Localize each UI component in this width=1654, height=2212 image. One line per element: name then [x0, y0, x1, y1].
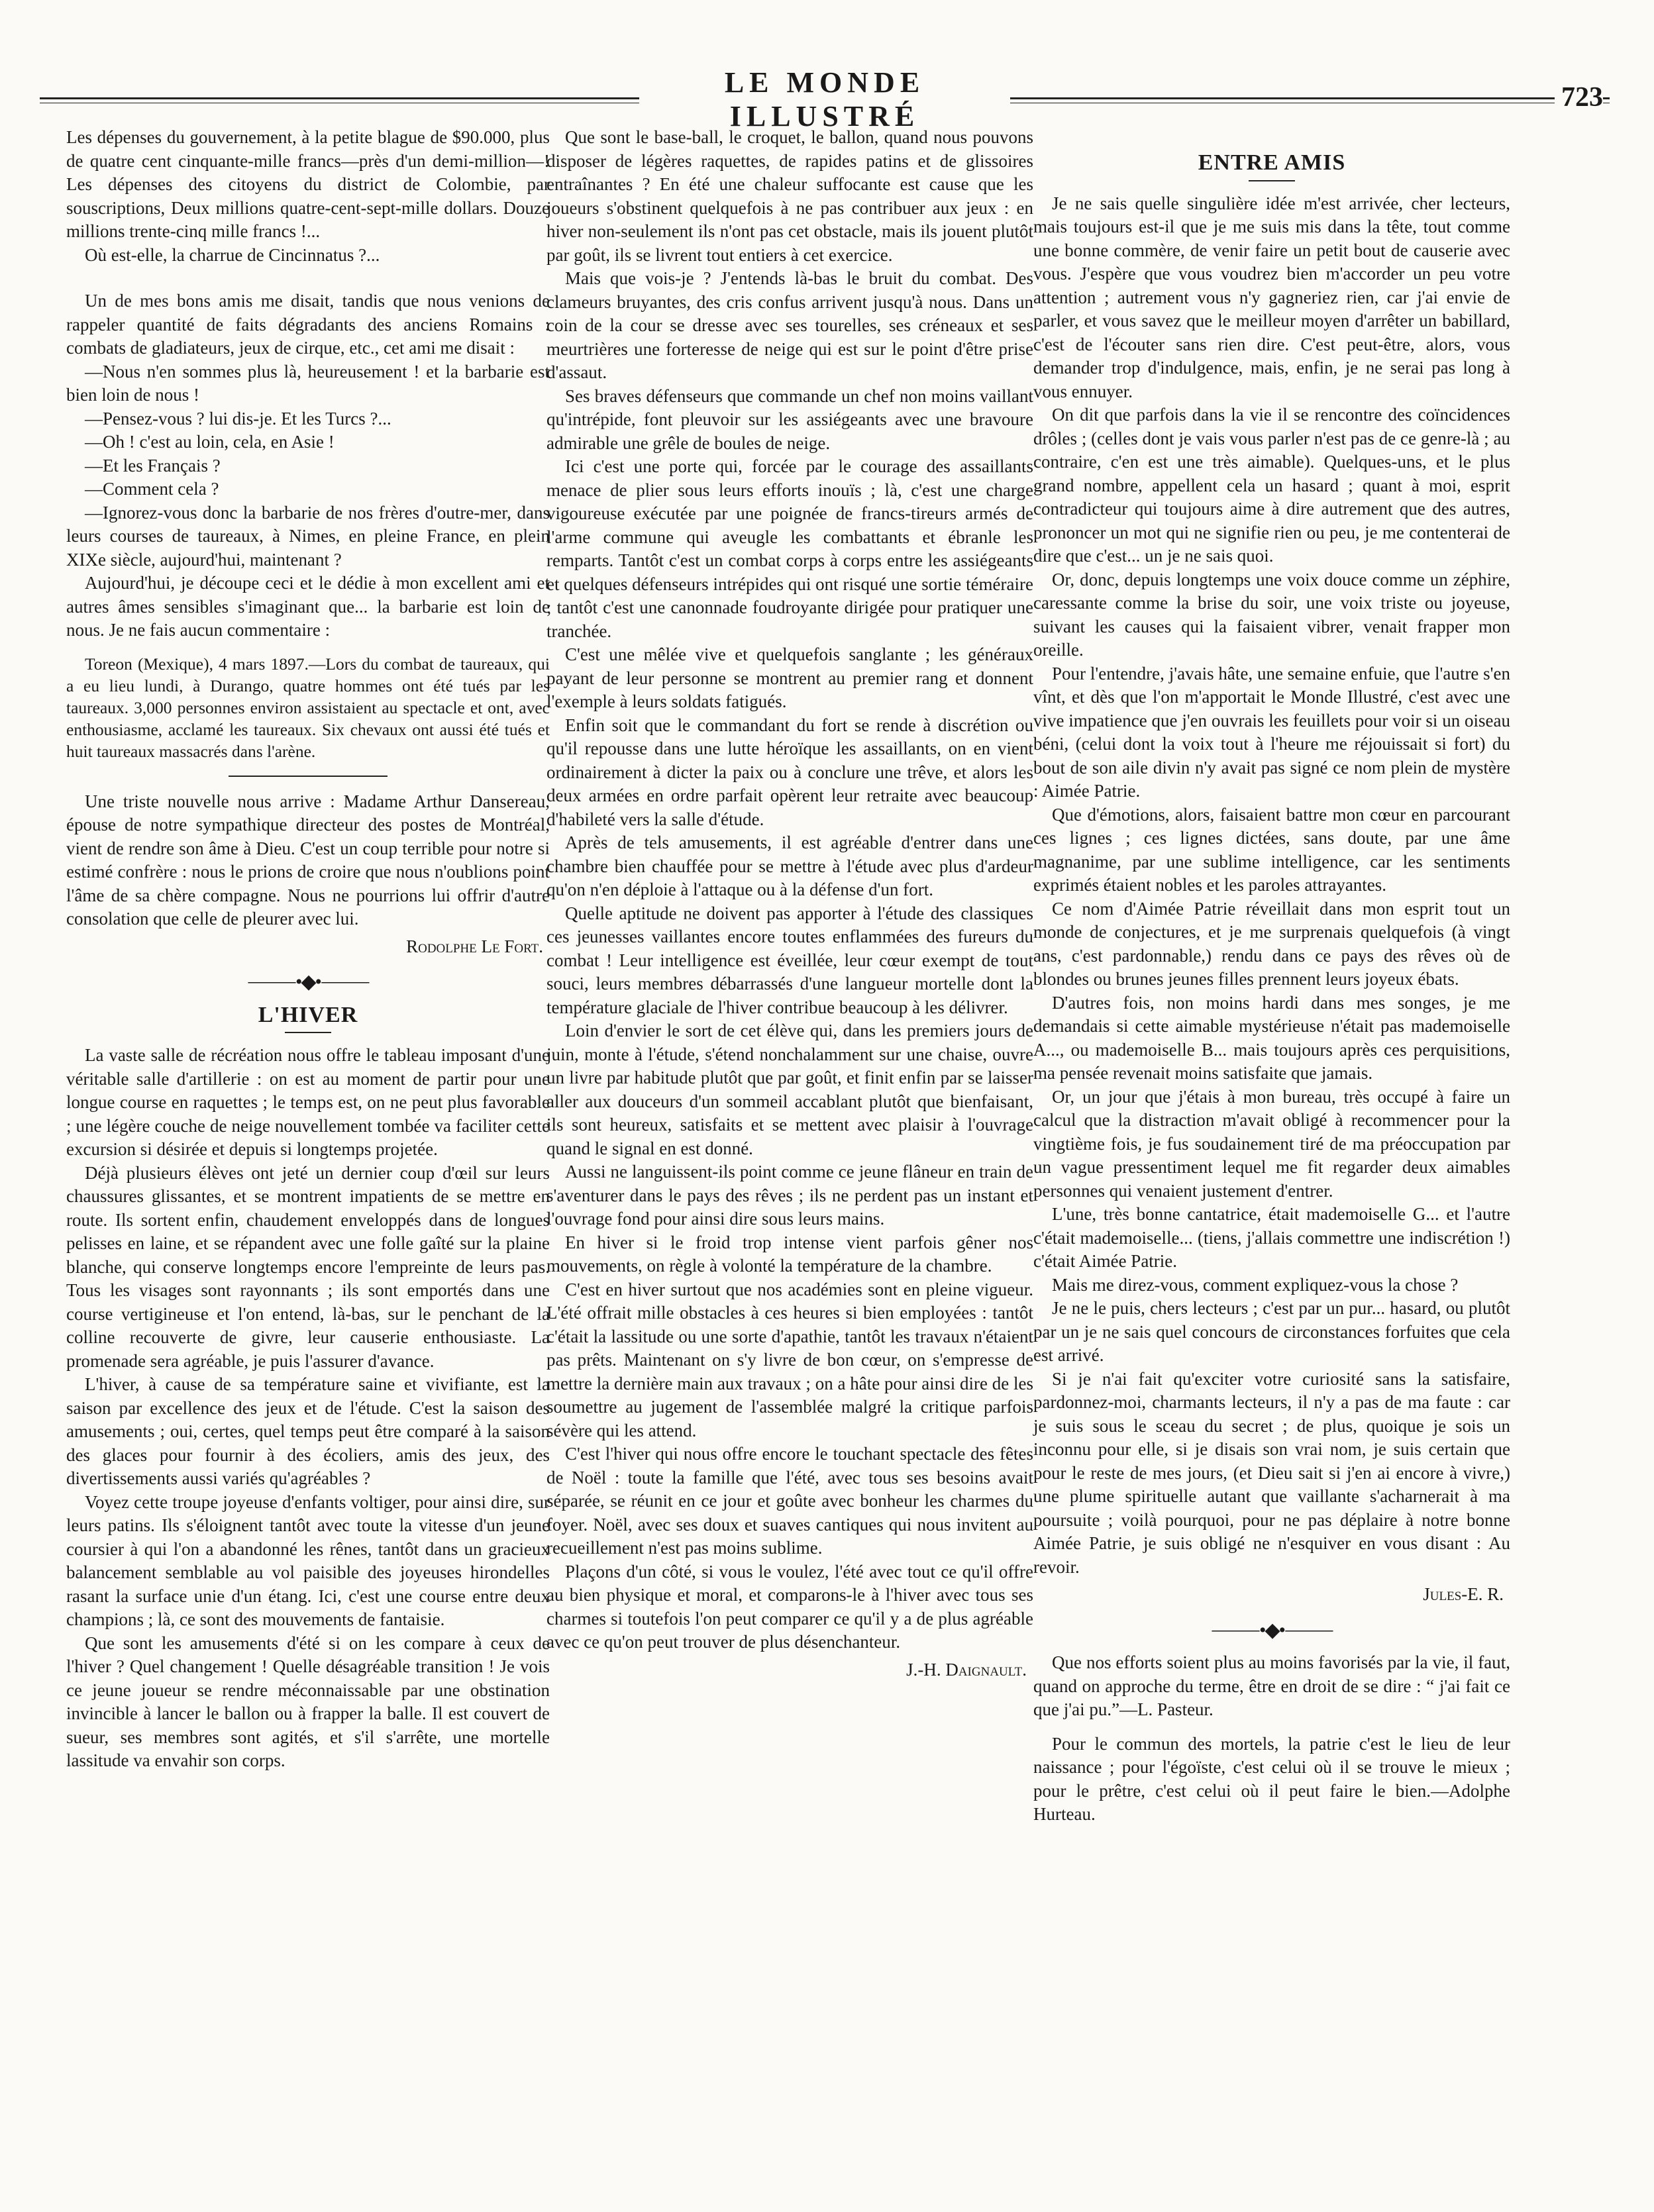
- dialogue-line: —Pensez-vous ? lui dis-je. Et les Turcs ?...: [85, 408, 391, 428]
- dialogue-line: —Ignorez-vous donc la barbarie de nos frères d'outre-mer, dans leurs courses de taureaux, à Nimes, en pleine France, en plein XIXe siècle, aujourd'hui, maintenant ?: [66, 502, 550, 570]
- column-right: [1033, 126, 1510, 1827]
- spacer: [66, 642, 550, 653]
- column-left: [66, 126, 550, 1773]
- paragraph: Si je n'ai fait qu'exciter votre curiosité sans la satisfaire, pardonnez-moi, charmants lecteurs, il n'y a pas de ma faute : car je suis sous le sceau du secret ; de plus, quoique je sois un inconnu pour elle, si je disais son vrai nom, je suis certain que pour le reste de mes jours, (et Dieu sait si j'en ai encore à vivre,) une plume spirituelle autant que vaillante s'acharnerait à ma poursuite ; voilà pourquoi, pour ne pas déplaire à notre bonne Aimée Patrie, je suis obligé ne n'esquiver en vous disant : Au revoir.: [1033, 1368, 1510, 1577]
- spacer: [66, 267, 550, 289]
- paragraph: Ici c'est une porte qui, forcée par le courage des assaillants menace de plier sous leurs efforts inouïs ; là, c'est une charge vigoureuse exécutée par une poignée de francs-tireurs armés de l'arme commune qui aveugle les combattants et ébranle les remparts. Tantôt c'est un combat corps à corps entre les assiégeants et quelques défenseurs intrépides qui ont risqué une sortie téméraire ; tantôt c'est une canonnade foudroyante dirigée pour pratiquer une tranchée.: [546, 456, 1033, 641]
- title-rule: [1249, 180, 1295, 181]
- paragraph: Que sont le base-ball, le croquet, le ballon, quand nous pouvons disposer de légères raquettes, de rapides patins et de glissoires entraînantes ? En été une chaleur suffocante est cause que les joueurs s'obstinent quelquefois à ne pas contribuer aux jeux : en hiver non-seulement ils n'ont pas cet obstacle, mais ils jouent plutôt par goût, ils se livrent tout entiers à cet exercice.: [546, 127, 1033, 265]
- spacer: [1033, 1722, 1510, 1733]
- paragraph: En hiver si le froid trop intense vient parfois gêner nos mouvements, on règle à volonté la température de la chambre.: [546, 1232, 1033, 1276]
- dialogue-line: —Et les Français ?: [85, 455, 221, 476]
- ornament-divider: ⸻•◆•⸻: [247, 971, 369, 993]
- paragraph: Ses braves défenseurs que commande un chef non moins vaillant qu'intrépide, font pleuvoir sur les assiégeants avec une bravoure admirable une grêle de boules de neige.: [546, 385, 1033, 453]
- paragraph: On dit que parfois dans la vie il se rencontre des coïncidences drôles ; (celles dont je vais vous parler n'est pas de ce genre-là ; au contraire, c'en est une très aimable). Quelques-uns, et le plus grand nombre, appellent cela un hasard ; quant à moi, esprit contradicteur qui toujours aime à dire autrement que des autres, prononcer un mot qui ne signifie rien ou peu, je me contenterai de dire que c'est... un je ne sais quoi.: [1033, 405, 1510, 566]
- news-quote: Toreon (Mexique), 4 mars 1897.—Lors du combat de taureaux, qui a eu lieu lundi, à Durango, quatre hommes ont été tués par les taureaux. 3,000 personnes environ assistaient au spectacle et ont, avec enthousiasme, acclamé les taureaux. Six chevaux ont aussi été tués et huit taureaux massacrés dans l'arène.: [66, 654, 550, 761]
- paragraph: Or, donc, depuis longtemps une voix douce comme un zéphire, caressante comme la brise du soir, une voix triste ou joyeuse, suivant les causes qui la faisaient vibrer, venait frapper mon oreille.: [1033, 569, 1510, 660]
- paragraph: Où est-elle, la charrue de Cincinnatus ?...: [85, 244, 380, 265]
- paragraph: Or, un jour que j'étais à mon bureau, très occupé à faire un calcul que la distraction m'avait obligé à recommencer pour la vingtième fois, je fus soudainement tiré de ma préoccupation par un vague pressentiment lequel me fit regarder deux aimables personnes qui venaient justement d'entrer.: [1033, 1086, 1510, 1201]
- paragraph: L'hiver, à cause de sa température saine et vivifiante, est la saison par excellence des jeux et de l'étude. C'est la saison des amusements ; oui, certes, quel temps peut être comparé à la saison des glaces pour fournir à des écoliers, amis des jeux, des divertissements aussi variés qu'agréables ?: [66, 1374, 550, 1488]
- quotation: Pour le commun des mortels, la patrie c'est le lieu de leur naissance ; pour l'égoïste, c'est celui où il se trouve le mieux ; pour le prêtre, c'est celui où il peut faire le bien.—Adolphe Hurteau.: [1033, 1733, 1510, 1824]
- quotation: Que nos efforts soient plus au moins favorisés par la vie, il faut, quand on approche du terme, être en droit de se dire : “ j'ai fait ce que j'ai pu.”—L. Pasteur.: [1033, 1652, 1510, 1719]
- dialogue-line: —Comment cela ?: [85, 479, 219, 499]
- dialogue-line: —Oh ! c'est au loin, cela, en Asie !: [85, 432, 335, 452]
- newspaper-title: LE MONDE ILLUSTRÉ: [639, 66, 1010, 133]
- section-title-hiver: L'HIVER: [258, 1002, 358, 1027]
- column-middle: [546, 126, 1033, 1682]
- signature: J.-H. Daignault.: [906, 1659, 1027, 1680]
- paragraph: La vaste salle de récréation nous offre le tableau imposant d'une véritable salle d'artillerie : on est au moment de partir pour une longue course en raquettes ; le temps est, on ne peut plus favorable ; une légère couche de neige nouvellement tombée va faciliter cette excursion si désirée et depuis si longtemps projetée.: [66, 1045, 550, 1159]
- paragraph: L'une, très bonne cantatrice, était mademoiselle G... et l'autre c'était mademoiselle... (tiens, j'allais commettre une indiscrétion !) c'était Aimée Patrie.: [1033, 1204, 1510, 1271]
- paragraph: Aussi ne languissent-ils point comme ce jeune flâneur en train de s'aventurer dans le pays des rêves ; ils ne perdent pas un instant et l'ouvrage fond pour ainsi dire sous leurs mains.: [546, 1162, 1033, 1229]
- paragraph: Ce nom d'Aimée Patrie réveillait dans mon esprit tout un monde de conjectures, et je me surprenais quelquefois (à vingt ans, c'est pardonnable,) rendu dans ce pays des rêves où de blondes ou brunes jeunes filles prennent leurs joyeux ébats.: [1033, 898, 1510, 989]
- section-title-entre-amis: ENTRE AMIS: [1198, 150, 1346, 175]
- paragraph: Aujourd'hui, je découpe ceci et le dédie à mon excellent ami et autres âmes sensibles s'imaginant que... la barbarie est loin de nous. Je ne fais aucun commentaire :: [66, 573, 550, 640]
- title-rule: [285, 1032, 331, 1033]
- page-number: 723: [1555, 81, 1603, 113]
- masthead: [40, 63, 1610, 136]
- ornament-divider: ⸻•◆•⸻: [1211, 1619, 1333, 1641]
- paragraph: Voyez cette troupe joyeuse d'enfants voltiger, pour ainsi dire, sur leurs patins. Ils s'éloignent tantôt avec toute la vitesse d'un jeune coursier à qui l'on a abandonné les rênes, tantôt dans un gracieux balancement semblable au vol paisible des joyeuses hirondelles rasant la surface unie d'un étang. Ici, c'est une course entre deux champions ; là, ce sont des mouvements de fantaisie.: [66, 1491, 550, 1629]
- paragraph: Les dépenses du gouvernement, à la petite blague de $90.000, plus de quatre cent cinquante-mille francs—près d'un demi-million—! Les dépenses des citoyens du district de Colombie, par souscriptions, Deux millions quatre-cent-sept-mille dollars. Douze millions trente-cinq mille francs !...: [66, 127, 550, 241]
- paragraph: Que d'émotions, alors, faisaient battre mon cœur en parcourant ces lignes ; ces lignes dictées, sans doute, par une âme magnanime, par une sublime intelligence, car les sentiments exprimés étaient nobles et les paroles attrayantes.: [1033, 804, 1510, 895]
- dialogue-line: —Nous n'en sommes plus là, heureusement ! et la barbarie est bien loin de nous !: [66, 361, 550, 405]
- paragraph: Mais que vois-je ? J'entends là-bas le bruit du combat. Des clameurs bruyantes, des cris confus arrivent jusqu'à nous. Dans un coin de la cour se dresse avec ses tourelles, ses créneaux et ses meurtrières une forteresse de neige qui est sur le point d'être prise d'assaut.: [546, 268, 1033, 382]
- paragraph: C'est une mêlée vive et quelquefois sanglante ; les généraux payant de leur personne se montrent au premier rang et donnent l'exemple à leurs soldats fatigués.: [546, 644, 1033, 711]
- signature: Rodolphe Le Fort.: [406, 936, 543, 956]
- paragraph: Loin d'envier le sort de cet élève qui, dans les premiers jours de juin, monte à l'étude, s'étend nonchalamment sur une chaise, ouvre un livre par habitude plutôt que par goût, et finit enfin par se laisser aller aux douceurs d'un sommeil accablant plutôt que bienfaisant, ils sont heureux, satisfaits et se mettent avec plaisir à l'ouvrage quand le signal en est donné.: [546, 1021, 1033, 1158]
- paragraph: Je ne sais quelle singulière idée m'est arrivée, cher lecteurs, mais toujours est-il que je me suis mis dans la tête, tout comme une bonne commère, de venir faire un petit bout de causerie avec vous. J'espère que vous voudrez bien m'accorder un peu votre attention ; autrement vous n'y gagneriez rien, car j'ai envie de parler, et vous savez que le meilleur moyen d'arrêter un babillard, c'est de l'écouter sans rien dire. C'est peut-être, alors, vous demander trop d'indulgence, mais, enfin, je ne serai pas long à vous ennuyer.: [1033, 193, 1510, 401]
- paragraph: Déjà plusieurs élèves ont jeté un dernier coup d'œil sur leurs chaussures glissantes, et se montrent impatients de se mettre en route. Ils sortent enfin, chaudement enveloppés dans de longues pelisses en laine, et se répandent avec une folle gaîté sur la plaine blanche, qui conserve longtemps encore l'empreinte de leurs pas. Tous les visages sont rayonnants ; ils sont emportés dans une course vertigineuse et l'on entend, là-bas, sur le penchant de la colline recouverte de givre, leur causerie enthousiaste. La promenade sera agréable, je puis l'assurer d'avance.: [66, 1162, 550, 1371]
- paragraph: D'autres fois, non moins hardi dans mes songes, je me demandais si cette aimable mystérieuse n'était pas mademoiselle A..., ou mademoiselle B... mais toujours après ces perquisitions, ma pensée revenait moins satisfaite que jamais.: [1033, 992, 1510, 1083]
- paragraph: C'est en hiver surtout que nos académies sont en pleine vigueur. L'été offrait mille obstacles à ces heures si bien employées : tantôt c'était la lassitude ou une sorte d'apathie, tantôt les travaux n'étaient pas prêts. Maintenant on s'y livre de bon cœur, on s'empresse de mettre la dernière main aux travaux ; on a hâte pour ainsi dire de les soumettre au jugement de l'assemblée malgré la critique parfois sévère qui les attend.: [546, 1279, 1033, 1440]
- paragraph: Enfin soit que le commandant du fort se rende à discrétion ou qu'il repousse dans une lutte héroïque les assaillants, on en vient ordinairement à dicter la paix ou à conclure une trêve, et alors les deux armées en ordre parfait opèrent leur retraite avec beaucoup d'habileté vers la salle d'étude.: [546, 715, 1033, 829]
- separator-rule: [229, 776, 388, 777]
- signature: Jules-E. R.: [1423, 1584, 1504, 1604]
- paragraph: C'est l'hiver qui nous offre encore le touchant spectacle des fêtes de Noël : toute la famille que l'été, avec tous ses besoins avait séparée, se réunit en ce jour et goûte avec bonheur les charmes du foyer. Noël, avec ses doux et suaves cantiques qui nous invitent au recueillement n'est pas moins sublime.: [546, 1444, 1033, 1558]
- paragraph: Après de tels amusements, il est agréable d'entrer dans une chambre bien chauffée pour se mettre à l'étude avec plus d'ardeur qu'on n'en déploie à l'attaque ou à la défense d'un fort.: [546, 832, 1033, 899]
- paragraph: Pour l'entendre, j'avais hâte, une semaine enfuie, que l'autre s'en vînt, et dès que l'on m'apportait le Monde Illustré, c'est avec une vive impatience que j'en ouvrais les feuillets pour voir si un oiseau béni, (celui dont la voix tout à l'heure me réjouissait si fort) du bout de son aile divin n'y avait pas signé ce nom plein de mystère : Aimée Patrie.: [1033, 663, 1510, 801]
- paragraph: Un de mes bons amis me disait, tandis que nous venions de rappeler quantité de faits dégradants des anciens Romains : combats de gladiateurs, jeux de cirque, etc., cet ami me disait :: [66, 291, 550, 358]
- paragraph: Je ne le puis, chers lecteurs ; c'est par un pur... hasard, ou plutôt par un je ne sais quel concours de circonstances forfuites que cela est arrivé.: [1033, 1298, 1510, 1365]
- paragraph: Quelle aptitude ne doivent pas apporter à l'étude des classiques ces jeunesses vaillantes encore toutes enflammées des fureurs du combat ! Leur intelligence est éveillée, leur cœur exempt de tout souci, leurs membres débarrassés d'une langueur mortelle dont la température glaciale de l'hiver contribue beaucoup à les délivrer.: [546, 903, 1033, 1017]
- paragraph: Mais me direz-vous, comment expliquez-vous la chose ?: [1052, 1274, 1459, 1295]
- paragraph: Une triste nouvelle nous arrive : Madame Arthur Dansereau, épouse de notre sympathique directeur des postes de Montréal, vient de rendre son âme à Dieu. C'est un coup terrible pour notre si estimé confrère : nous le prions de croire que nous n'oublions point l'âme de sa chère compagne. Nous ne pourrions lui offrir d'autre consolation que celle de pleurer avec lui.: [66, 791, 550, 929]
- paragraph: Que sont les amusements d'été si on les compare à ceux de l'hiver ? Quel changement ! Quelle désagréable transition ! Je vois ce jeune joueur se rendre méconnaissable par une obstination invincible à lancer le ballon ou à frapper la balle. Il est couvert de sueur, ses membres sont agités, et s'il s'arrête, une mortelle lassitude va envahir son corps.: [66, 1633, 550, 1770]
- paragraph: Plaçons d'un côté, si vous le voulez, l'été avec tout ce qu'il offre au bien physique et moral, et comparons-le à l'hiver avec tous ses charmes si toutefois l'on peut comparer ce qu'il y a de plus agréable avec ce qu'on peut trouver de plus désenchanteur.: [546, 1561, 1033, 1652]
